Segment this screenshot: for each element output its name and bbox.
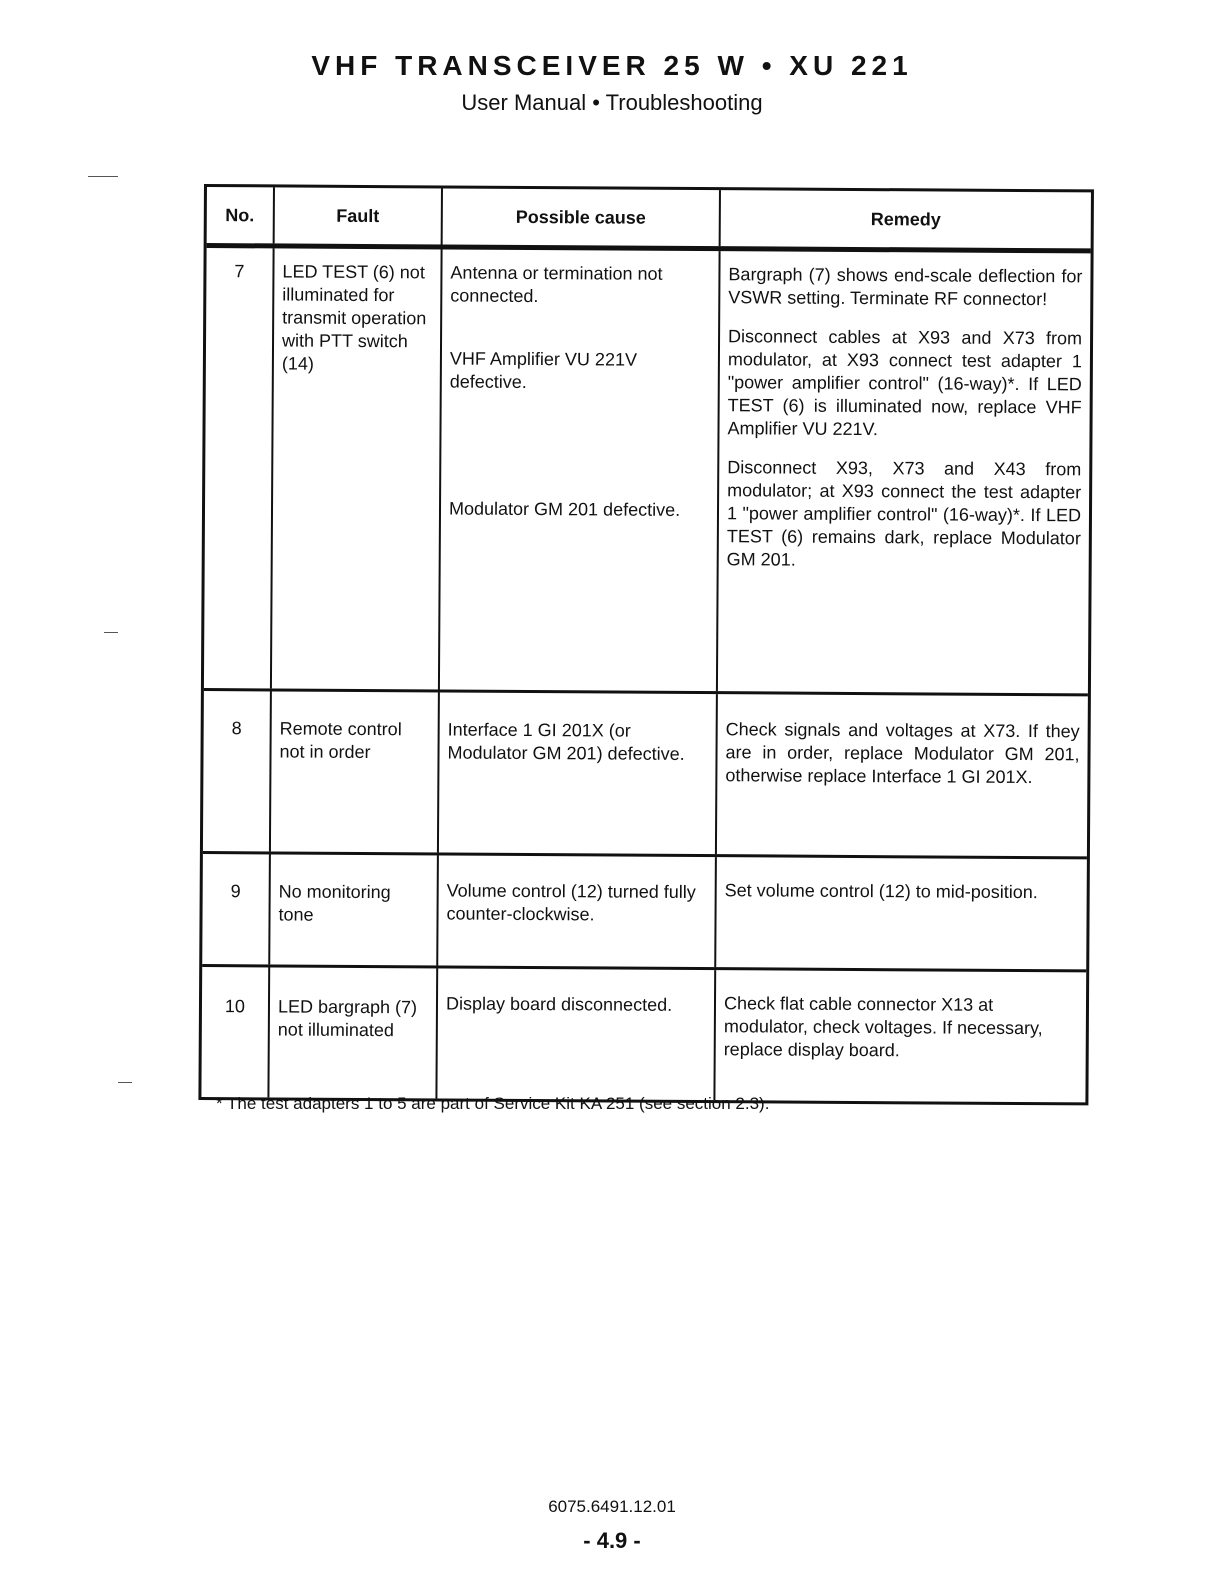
document-number: 6075.6491.12.01	[548, 1497, 676, 1516]
fault-cell: LED bargraph (7) not illuminated	[269, 967, 438, 1098]
document-title: VHF TRANSCEIVER 25 W • XU 221	[311, 50, 913, 81]
fault-cell: LED TEST (6) not illuminated for transmit operation with PTT switch (14)	[272, 248, 443, 689]
table-row	[201, 967, 1086, 1102]
row-number: 10	[201, 967, 270, 1097]
remedy-text: Bargraph (7) shows end-scale deflection for VSWR setting. Terminate RF connector!	[728, 264, 1083, 310]
table-row	[203, 691, 1088, 859]
scan-mark	[88, 176, 118, 177]
cause-text: Modulator GM 201 defective.	[448, 498, 681, 520]
column-header-cause: Possible cause	[443, 188, 721, 246]
row-number: 7	[204, 248, 275, 688]
table-row	[202, 854, 1087, 972]
remedy-text: Disconnect X93, X73 and X43 from modulator; at X93 connect the test adapter 1 "power amplifier control" (16-way)*. If LED TEST (6) remains dark, replace Modulator GM 201.	[726, 457, 1082, 570]
column-header-no: No.	[207, 187, 275, 243]
row-number: 8	[203, 691, 272, 851]
remedy-cell	[718, 251, 1091, 693]
fault-cell: Remote control not in order	[271, 691, 440, 852]
column-header-fault: Fault	[275, 187, 443, 244]
footnote: * The test adapters 1 to 5 are part of Service Kit KA 251 (see section 2.3).	[216, 1094, 770, 1113]
cause-cell: Volume control (12) turned fully counter-clockwise.	[438, 855, 717, 967]
table-row	[204, 248, 1091, 696]
cause-text: VHF Amplifier VU 221V defective.	[449, 348, 638, 392]
cause-cell: Interface 1 GI 201X (or Modulator GM 201) defective.	[439, 692, 718, 854]
remedy-cell: Check signals and voltages at X73. If they are in order, replace Modulator GM 201, otherwise replace Interface 1 GI 201X.	[725, 719, 1080, 788]
row-number: 9	[202, 854, 271, 964]
remedy-cell: Set volume control (12) to mid-position.	[724, 880, 1038, 903]
cause-cell	[440, 249, 721, 691]
column-header-remedy: Remedy	[870, 208, 941, 230]
page-number: - 4.9 -	[583, 1528, 641, 1553]
document-subtitle: User Manual • Troubleshooting	[461, 90, 763, 115]
cause-cell: Display board disconnected.	[437, 968, 716, 1100]
remedy-text: Disconnect cables at X93 and X73 from modulator, at X93 connect test adapter 1 "power amplifier control" (16-way)*. If LED TEST (6) is illuminated now, replace VHF Amplifier VU 221V.	[727, 326, 1083, 440]
remedy-cell: Check flat cable connector X13 at modulator, check voltages. If necessary, replace display board.	[723, 993, 1043, 1061]
table-header	[207, 187, 1091, 253]
troubleshooting-table	[198, 184, 1094, 1105]
scan-mark	[104, 632, 118, 633]
cause-text: Antenna or termination not connected.	[450, 262, 663, 307]
fault-cell: No monitoring tone	[270, 854, 439, 965]
scan-mark	[118, 1082, 132, 1083]
